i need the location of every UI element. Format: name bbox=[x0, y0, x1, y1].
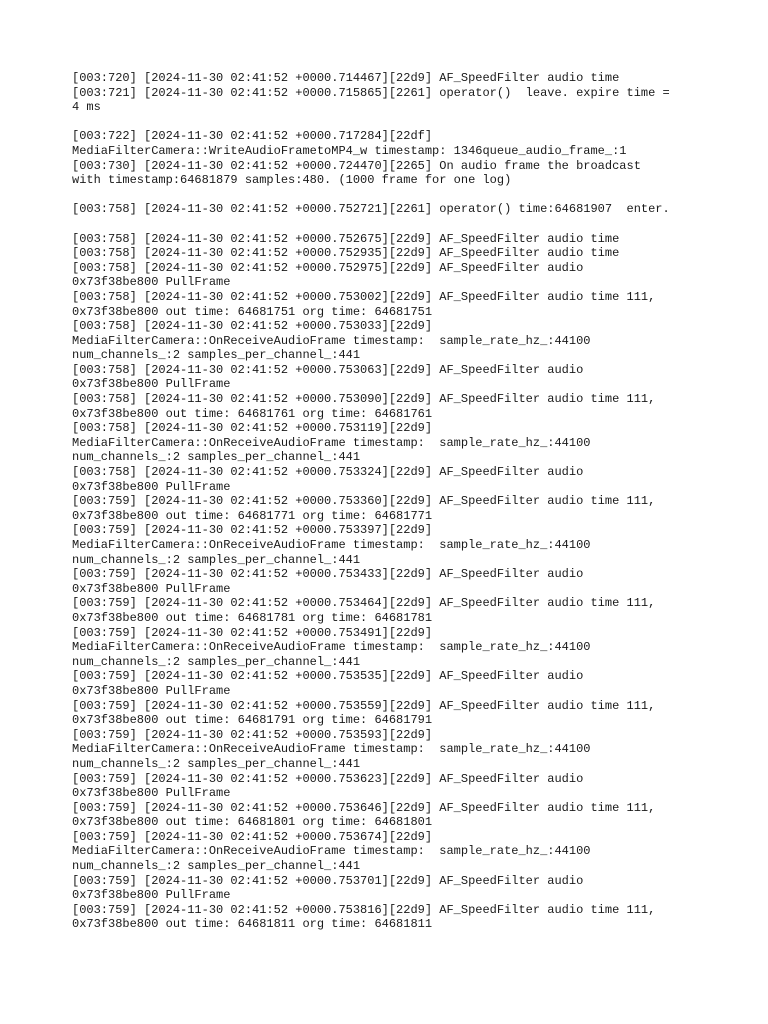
log-line: MediaFilterCamera::OnReceiveAudioFrame timestamp: sample_rate_hz_:44100 bbox=[72, 538, 591, 552]
log-line: [003:759] [2024-11-30 02:41:52 +0000.753464][22d9] AF_SpeedFilter audio time 111, bbox=[72, 596, 656, 611]
log-line: num_channels_:2 samples_per_channel_:441 bbox=[72, 450, 361, 465]
log-line: [003:759] [2024-11-30 02:41:52 +0000.753674][22d9] bbox=[72, 829, 433, 844]
log-line: 0x73f38be800 PullFrame bbox=[72, 377, 231, 392]
log-line: [003:759] [2024-11-30 02:41:52 +0000.753593][22d9] bbox=[72, 727, 433, 742]
blank-line bbox=[72, 115, 728, 130]
log-line: [003:758] [2024-11-30 02:41:52 +0000.753063][22d9] AF_SpeedFilter audio bbox=[72, 362, 584, 377]
log-line: with timestamp:64681879 samples:480. (1000 frame for one log) bbox=[72, 173, 512, 188]
log-line: num_channels_:2 samples_per_channel_:441 bbox=[72, 348, 361, 363]
log-text bbox=[72, 71, 728, 932]
log-line: MediaFilterCamera::WriteAudioFrametoMP4_w timestamp: 1346queue_audio_frame_:1 bbox=[72, 143, 627, 158]
log-line: [003:758] [2024-11-30 02:41:52 +0000.752675][22d9] AF_SpeedFilter audio time bbox=[72, 231, 620, 246]
log-line: [003:758] [2024-11-30 02:41:52 +0000.752935][22d9] AF_SpeedFilter audio time bbox=[72, 246, 620, 261]
log-line: [003:758] [2024-11-30 02:41:52 +0000.753033][22d9] bbox=[72, 319, 433, 334]
log-line: 4 ms bbox=[72, 100, 101, 115]
log-line: [003:759] [2024-11-30 02:41:52 +0000.753397][22d9] bbox=[72, 523, 433, 538]
log-line: 0x73f38be800 PullFrame bbox=[72, 479, 231, 494]
log-line: [003:758] [2024-11-30 02:41:52 +0000.752975][22d9] AF_SpeedFilter audio bbox=[72, 260, 584, 275]
log-line: 0x73f38be800 out time: 64681811 org time: 64681811 bbox=[72, 917, 433, 932]
log-line: [003:722] [2024-11-30 02:41:52 +0000.717284][22df] bbox=[72, 129, 433, 144]
log-line: [003:759] [2024-11-30 02:41:52 +0000.753646][22d9] AF_SpeedFilter audio time 111, bbox=[72, 800, 656, 815]
log-line: [003:758] [2024-11-30 02:41:52 +0000.753324][22d9] AF_SpeedFilter audio bbox=[72, 465, 584, 480]
log-line: MediaFilterCamera::OnReceiveAudioFrame timestamp: sample_rate_hz_:44100 bbox=[72, 640, 591, 655]
log-line: 0x73f38be800 out time: 64681801 org time: 64681801 bbox=[72, 815, 433, 830]
log-line: num_channels_:2 samples_per_channel_:441 bbox=[72, 552, 361, 567]
log-line: [003:759] [2024-11-30 02:41:52 +0000.753535][22d9] AF_SpeedFilter audio bbox=[72, 669, 584, 684]
log-line: [003:758] [2024-11-30 02:41:52 +0000.753090][22d9] AF_SpeedFilter audio time 111, bbox=[72, 392, 656, 407]
blank-line bbox=[72, 217, 728, 232]
log-line: 0x73f38be800 PullFrame bbox=[72, 581, 231, 596]
log-line: 0x73f38be800 out time: 64681781 org time: 64681781 bbox=[72, 610, 433, 625]
log-line: [003:758] [2024-11-30 02:41:52 +0000.752721][2261] operator() time:64681907 enter. bbox=[72, 202, 670, 217]
log-line: [003:759] [2024-11-30 02:41:52 +0000.753433][22d9] AF_SpeedFilter audio bbox=[72, 567, 584, 582]
log-line: 0x73f38be800 out time: 64681791 org time: 64681791 bbox=[72, 713, 433, 728]
log-line: num_channels_:2 samples_per_channel_:441 bbox=[72, 654, 361, 669]
log-line: MediaFilterCamera::OnReceiveAudioFrame timestamp: sample_rate_hz_:44100 bbox=[72, 333, 591, 348]
log-line: [003:759] [2024-11-30 02:41:52 +0000.753701][22d9] AF_SpeedFilter audio bbox=[72, 873, 584, 888]
log-line: 0x73f38be800 out time: 64681751 org time: 64681751 bbox=[72, 304, 433, 319]
log-line: num_channels_:2 samples_per_channel_:441 bbox=[72, 859, 361, 874]
log-line: 0x73f38be800 PullFrame bbox=[72, 888, 231, 903]
log-line: 0x73f38be800 PullFrame bbox=[72, 683, 231, 698]
log-line: [003:759] [2024-11-30 02:41:52 +0000.753491][22d9] bbox=[72, 625, 433, 640]
log-line: 0x73f38be800 out time: 64681761 org time: 64681761 bbox=[72, 406, 433, 421]
log-line: [003:720] [2024-11-30 02:41:52 +0000.714467][22d9] AF_SpeedFilter audio time bbox=[72, 71, 620, 85]
log-line: [003:759] [2024-11-30 02:41:52 +0000.753360][22d9] AF_SpeedFilter audio time 111, bbox=[72, 494, 656, 509]
log-line: [003:759] [2024-11-30 02:41:52 +0000.753816][22d9] AF_SpeedFilter audio time 111, bbox=[72, 902, 656, 917]
log-line: [003:758] [2024-11-30 02:41:52 +0000.753002][22d9] AF_SpeedFilter audio time 111, bbox=[72, 289, 656, 304]
log-line: [003:758] [2024-11-30 02:41:52 +0000.753119][22d9] bbox=[72, 421, 433, 436]
log-line: [003:721] [2024-11-30 02:41:52 +0000.715865][2261] operator() leave. expire time = bbox=[72, 85, 670, 100]
log-line: [003:730] [2024-11-30 02:41:52 +0000.724470][2265] On audio frame the broadcast bbox=[72, 158, 641, 173]
log-line: 0x73f38be800 PullFrame bbox=[72, 786, 231, 801]
log-line: MediaFilterCamera::OnReceiveAudioFrame timestamp: sample_rate_hz_:44100 bbox=[72, 435, 591, 450]
log-line: 0x73f38be800 PullFrame bbox=[72, 275, 231, 290]
log-line: [003:759] [2024-11-30 02:41:52 +0000.753623][22d9] AF_SpeedFilter audio bbox=[72, 771, 584, 786]
log-line: [003:759] [2024-11-30 02:41:52 +0000.753559][22d9] AF_SpeedFilter audio time 111, bbox=[72, 698, 656, 713]
log-line: MediaFilterCamera::OnReceiveAudioFrame timestamp: sample_rate_hz_:44100 bbox=[72, 742, 591, 757]
blank-line bbox=[72, 188, 728, 203]
log-line: 0x73f38be800 out time: 64681771 org time: 64681771 bbox=[72, 508, 433, 523]
log-line: MediaFilterCamera::OnReceiveAudioFrame timestamp: sample_rate_hz_:44100 bbox=[72, 844, 591, 859]
log-line: num_channels_:2 samples_per_channel_:441 bbox=[72, 756, 361, 771]
